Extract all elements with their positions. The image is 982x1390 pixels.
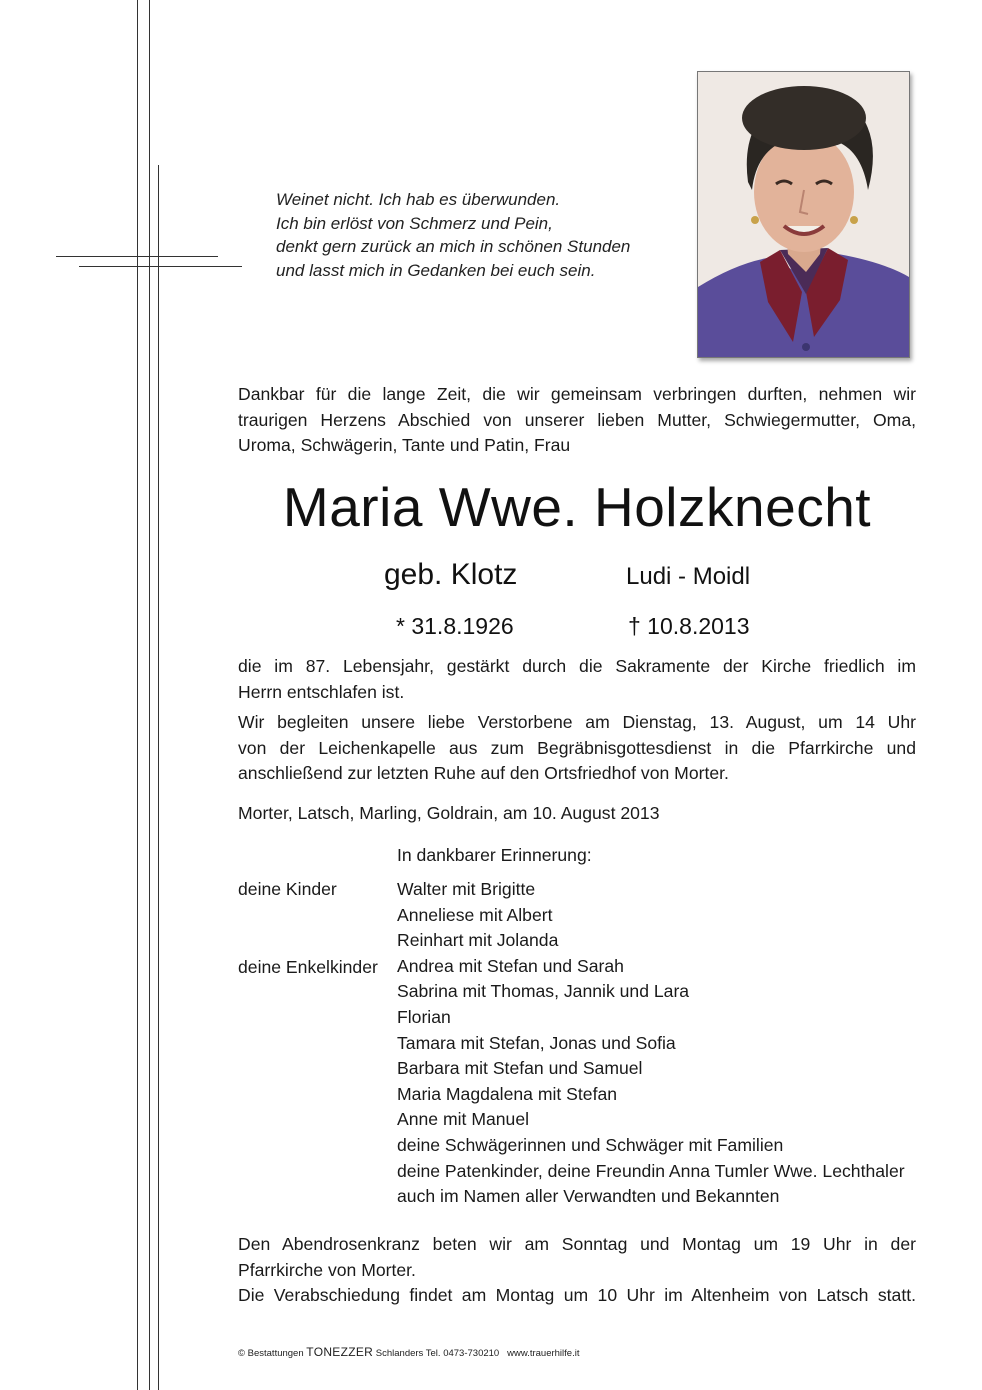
grandchildren-label: deine Enkelkinder xyxy=(238,957,378,977)
mourner-entry: Barbara mit Stefan und Samuel xyxy=(397,1058,643,1079)
death-date: † 10.8.2013 xyxy=(628,613,750,639)
place-date: Morter, Latsch, Marling, Goldrain, am 10. August 2013 xyxy=(238,803,660,823)
cross-upright xyxy=(158,165,159,1390)
mourner-entry: auch im Namen aller Verwandten und Bekannten xyxy=(397,1186,780,1207)
intro-line: traurigen Herzens Abschied von unserer lieben Mutter, Schwiegermutter, Oma, xyxy=(238,409,916,430)
mourners-list xyxy=(397,877,905,1210)
rosary-paragraph xyxy=(238,1232,916,1309)
maiden-name: geb. Klotz xyxy=(384,558,518,591)
rosary-line: Die Verabschiedung findet am Montag um 10 Uhr im Altenheim von Latsch statt. xyxy=(238,1285,916,1306)
page-rule-left xyxy=(137,0,138,1390)
mourner-entry: deine Patenkinder, deine Freundin Anna Tumler Wwe. Lechthaler xyxy=(397,1160,905,1181)
mourner-entry: Reinhart mit Jolanda xyxy=(397,930,559,951)
funeral-line: anschließend zur letzten Ruhe auf den Ortsfriedhof von Morter. xyxy=(238,763,729,784)
poem-line: und lasst mich in Gedanken bei euch sein. xyxy=(276,260,596,280)
poem-line: Ich bin erlöst von Schmerz und Pein, xyxy=(276,213,553,233)
nickname: Ludi - Moidl xyxy=(626,563,751,590)
page-rule-right xyxy=(149,0,150,1390)
footer-brand: TONEZZER xyxy=(306,1345,374,1359)
cross-beam-upper xyxy=(56,256,218,257)
passing-paragraph xyxy=(238,654,916,705)
footer-prefix: © Bestattungen xyxy=(238,1348,304,1359)
cross-beam-lower xyxy=(79,266,242,267)
intro-line: Dankbar für die lange Zeit, die wir gemeinsam verbringen durften, nehmen wir xyxy=(238,384,916,404)
funeral-paragraph xyxy=(238,710,916,787)
mourner-entry: deine Schwägerinnen und Schwäger mit Familien xyxy=(397,1134,784,1155)
funeral-line: Wir begleiten unsere liebe Verstorbene am Dienstag, 13. August, um 14 Uhr xyxy=(238,712,916,732)
birth-date: * 31.8.1926 xyxy=(396,613,514,639)
passing-line: die im 87. Lebensjahr, gestärkt durch die Sakramente der Kirche friedlich im xyxy=(238,656,916,676)
mourner-entry: Anneliese mit Albert xyxy=(397,904,553,925)
poem-line: Weinet nicht. Ich hab es überwunden. xyxy=(276,190,561,209)
mourner-entry: Sabrina mit Thomas, Jannik und Lara xyxy=(397,981,690,1002)
mourner-entry: Florian xyxy=(397,1006,451,1027)
mourner-entry: Andrea mit Stefan und Sarah xyxy=(397,955,624,976)
footer-website-link[interactable]: www.trauerhilfe.it xyxy=(507,1348,580,1359)
children-label: deine Kinder xyxy=(238,879,337,899)
mourner-entry: Anne mit Manuel xyxy=(397,1109,530,1130)
footer xyxy=(238,1346,579,1360)
mourner-entry: Tamara mit Stefan, Jonas und Sofia xyxy=(397,1032,676,1053)
poem-line: denkt gern zurück an mich in schönen Stunden xyxy=(276,237,631,256)
portrait-illustration xyxy=(698,72,909,357)
mourners-heading: In dankbarer Erinnerung: xyxy=(397,845,592,865)
footer-location-phone: Schlanders Tel. 0473-730210 xyxy=(375,1348,500,1359)
rosary-line: Den Abendrosenkranz beten wir am Sonntag und Montag um 19 Uhr in der xyxy=(238,1234,916,1254)
intro-line: Uroma, Schwägerin, Tante und Patin, Frau xyxy=(238,435,571,456)
mourner-entry: Maria Magdalena mit Stefan xyxy=(397,1083,618,1104)
poem xyxy=(276,188,676,282)
mourner-entry: Walter mit Brigitte xyxy=(397,879,536,899)
rosary-line: Pfarrkirche von Morter. xyxy=(238,1259,416,1280)
intro-paragraph xyxy=(238,382,916,459)
deceased-name: Maria Wwe. Holzknecht xyxy=(282,476,872,538)
funeral-line: von der Leichenkapelle aus zum Begräbnisgottesdienst in die Pfarrkirche und xyxy=(238,737,916,758)
portrait-photo xyxy=(697,71,910,358)
passing-line: Herrn entschlafen ist. xyxy=(238,681,405,702)
